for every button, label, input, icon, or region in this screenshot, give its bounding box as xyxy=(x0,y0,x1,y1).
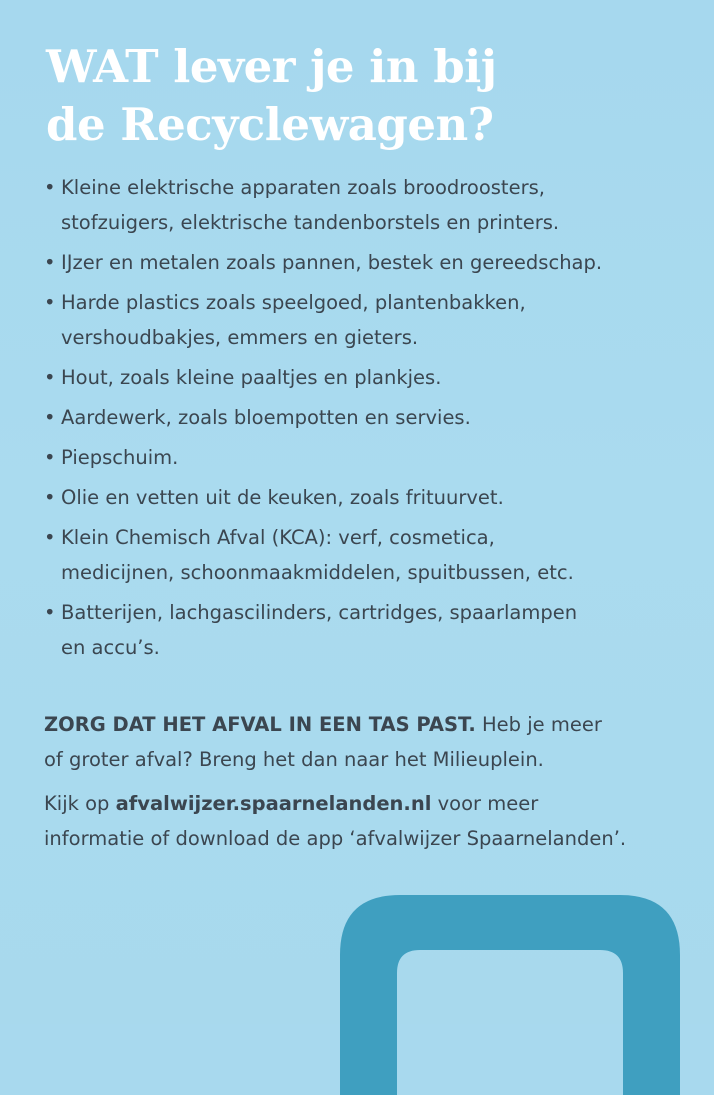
list-item-line-2: stofzuigers, elektrische tandenborstels en printers. xyxy=(61,211,560,234)
bullet-icon: • xyxy=(44,601,56,624)
list-item xyxy=(44,595,684,665)
list-item xyxy=(44,170,684,240)
list-item-line-2: medicijnen, schoonmaakmiddelen, spuitbussen, etc. xyxy=(61,561,574,584)
bullet-icon: • xyxy=(44,486,56,509)
app-info-line-2: informatie of download de app ‘afvalwijzer Spaarnelanden’. xyxy=(44,827,627,850)
app-info-note xyxy=(44,786,694,856)
bag-size-note xyxy=(44,707,694,777)
list-item xyxy=(44,440,684,475)
list-item-line-1: Klein Chemisch Afval (KCA): verf, cosmetica, xyxy=(61,526,495,549)
bullet-icon: • xyxy=(44,291,56,314)
list-item xyxy=(44,285,684,355)
list-item-line-2: vershoudbakjes, emmers en gieters. xyxy=(61,326,419,349)
bag-size-warning: ZORG DAT HET AFVAL IN EEN TAS PAST. xyxy=(44,713,476,736)
list-item-line-1: Piepschuim. xyxy=(61,446,179,469)
afvalwijzer-link[interactable]: afvalwijzer.spaarnelanden.nl xyxy=(115,792,432,815)
bullet-icon: • xyxy=(44,176,56,199)
list-item-line-2: en accu’s. xyxy=(61,636,160,659)
list-item-line-1: Kleine elektrische apparaten zoals broodroosters, xyxy=(61,176,545,199)
bullet-icon: • xyxy=(44,366,56,389)
list-item xyxy=(44,245,684,280)
app-info-prefix: Kijk op xyxy=(44,792,116,815)
list-item xyxy=(44,360,684,395)
bullet-icon: • xyxy=(44,406,56,429)
bullet-icon: • xyxy=(44,251,56,274)
list-item-line-1: Olie en vetten uit de keuken, zoals frituurvet. xyxy=(61,486,504,509)
bullet-icon: • xyxy=(44,526,56,549)
list-item-line-1: Batterijen, lachgascilinders, cartridges, spaarlampen xyxy=(61,601,578,624)
accepted-items-list xyxy=(44,170,684,670)
headline-line-1: WAT lever je in bij xyxy=(46,40,497,93)
bag-size-note-line-2: of groter afval? Breng het dan naar het Milieuplein. xyxy=(44,748,544,771)
app-info-suffix: voor meer xyxy=(431,792,539,815)
headline xyxy=(46,38,497,154)
bag-size-note-rest: Heb je meer xyxy=(475,713,602,736)
list-item-line-1: IJzer en metalen zoals pannen, bestek en gereedschap. xyxy=(61,251,603,274)
headline-line-2: de Recyclewagen? xyxy=(46,98,494,151)
list-item xyxy=(44,480,684,515)
list-item xyxy=(44,400,684,435)
list-item-line-1: Aardewerk, zoals bloempotten en servies. xyxy=(61,406,471,429)
list-item-line-1: Harde plastics zoals speelgoed, plantenbakken, xyxy=(61,291,526,314)
list-item xyxy=(44,520,684,590)
recycle-bag-logo-shape xyxy=(340,895,680,1095)
list-item-line-1: Hout, zoals kleine paaltjes en plankjes. xyxy=(61,366,442,389)
bullet-icon: • xyxy=(44,446,56,469)
